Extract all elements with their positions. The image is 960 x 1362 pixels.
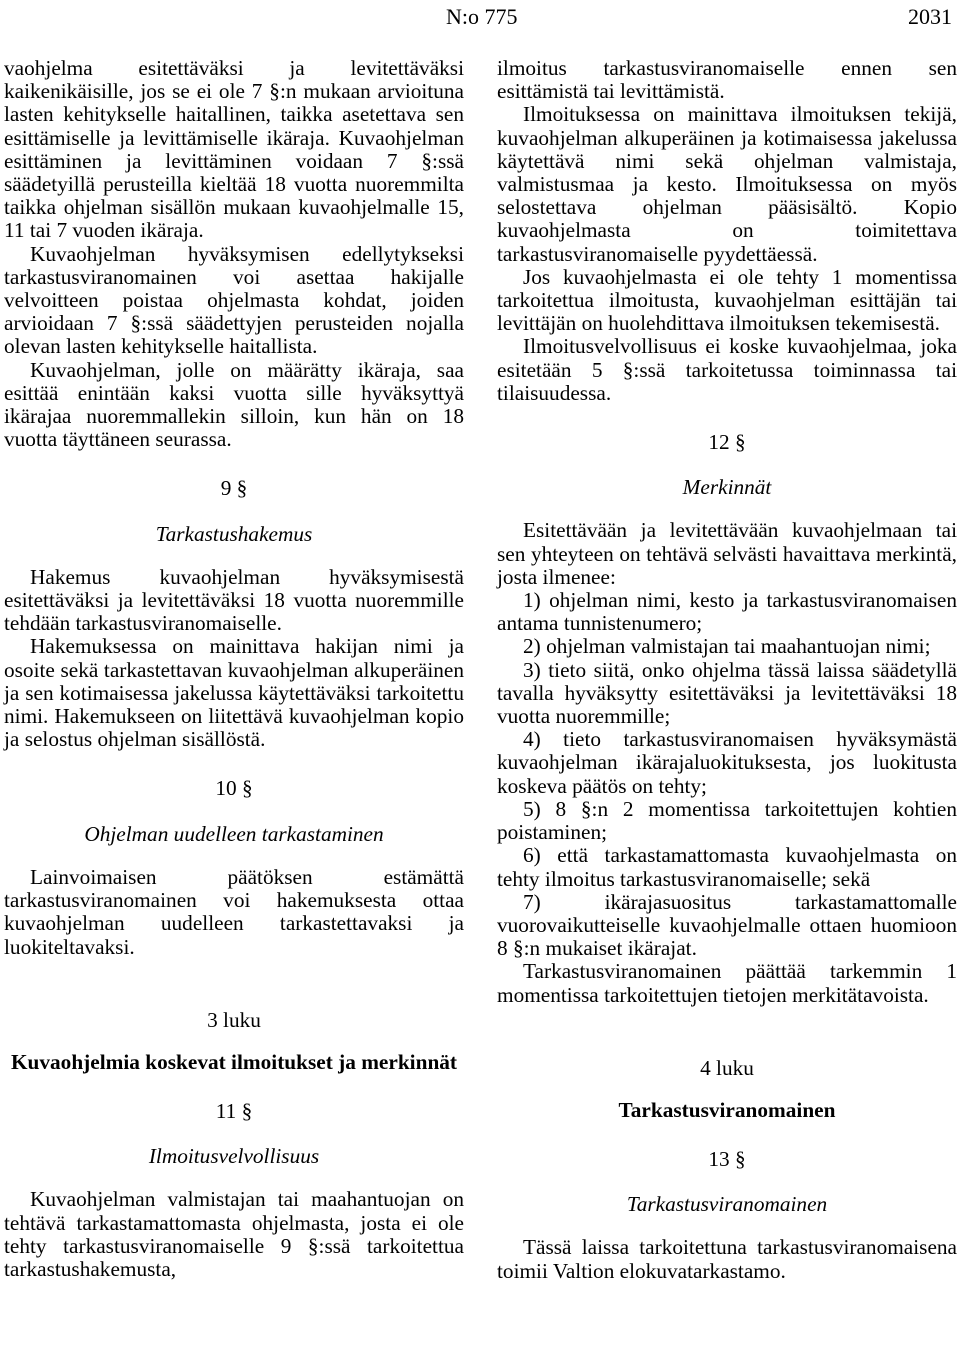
section-title: Ilmoitusvelvollisuus bbox=[148, 1144, 320, 1169]
chapter-title: Kuvaohjelmia koskevat ilmoitukset ja merkinnät bbox=[10, 1049, 458, 1074]
section-number: 10 § bbox=[215, 776, 253, 801]
section-title: Tarkastushakemus bbox=[155, 521, 313, 546]
right-column bbox=[497, 57, 957, 1283]
issue-number: N:o 775 bbox=[446, 4, 518, 29]
paragraph: Ilmoituksessa on mainittava ilmoituksen tekijä, kuvaohjelman alkuperäinen ja kotimaisessa jakelussa käytettävä nimi sekä ohjelman valmistaja, valmistusmaa ja kesto. Ilmoituksessa on myös selostettava ohjelman pääsisältö. Kopio kuvaohjelmasta on toimitettava tarkastusviranomaiselle pyydettäessä. bbox=[497, 102, 957, 266]
left-column bbox=[4, 57, 464, 1281]
section-title: Tarkastusviranomainen bbox=[626, 1192, 828, 1217]
section-title: Ohjelman uudelleen tarkastaminen bbox=[84, 821, 384, 846]
paragraph: Kuvaohjelman, jolle on määrätty ikäraja, saa esittää enintään kaksi vuotta sille hyväksyttyä ikärajaa nuoremmallekin silloin, kun hän on 18 vuotta täyttäneen seurassa. bbox=[4, 357, 464, 452]
paragraph: Tässä laissa tarkoitettuna tarkastusviranomaisena toimii Valtion elokuvatarkastamo. bbox=[497, 1235, 957, 1283]
page-header bbox=[0, 4, 960, 34]
page-number: 2031 bbox=[908, 4, 952, 29]
list-item: 7) ikärajasuositus tarkastamattomalle vuorovaikutteiselle kuvaohjelmalle ottaen huomioon 8 §:n mukaiset ikärajat. bbox=[497, 889, 957, 961]
chapter-number: 4 luku bbox=[700, 1055, 754, 1080]
section-title: Merkinnät bbox=[682, 475, 772, 500]
section-number: 13 § bbox=[708, 1146, 746, 1171]
section-number: 11 § bbox=[215, 1098, 253, 1123]
chapter-title: Tarkastusviranomainen bbox=[618, 1097, 836, 1122]
list-item: 4) tieto tarkastusviranomaisen hyväksymästä kuvaohjelman ikärajaluokituksesta, jos luokitusta koskeva päätös on tehty; bbox=[497, 727, 957, 798]
paragraph: vaohjelma esitettäväksi ja levitettäväksi kaikenikäisille, jos se ei ole 7 §:n mukaan arvioituna lasten kehitykselle haitallinen, taikka asetettava sen esittämiselle ja levittämiselle ikäraja. Kuvaohjelman esittäminen ja levittäminen voidaan 7 §:ssä säädetyillä perusteilla kieltää 18 vuotta nuoremmilta taikka ohjelman sisällön mukaan kuvaohjelmalle 15, 11 tai 7 vuoden ikäraja. bbox=[4, 56, 464, 243]
section-number: 9 § bbox=[220, 476, 248, 501]
paragraph: Kuvaohjelman valmistajan tai maahantuojan on tehtävä tarkastamattomasta ohjelmasta, josta ei ole tehty tarkastusviranomaiselle 9 §:ssä tarkoitettua tarkastushakemusta, bbox=[4, 1187, 464, 1281]
paragraph: Hakemus kuvaohjelman hyväksymisestä esitettäväksi ja levitettäväksi 18 vuotta nuoremmille tehdään tarkastusviranomaiselle. bbox=[4, 564, 464, 636]
section-number: 12 § bbox=[708, 430, 746, 455]
paragraph: Tarkastusviranomainen päättää tarkemmin 1 momentissa tarkoitettujen tietojen merkitätavoista. bbox=[497, 959, 957, 1007]
list-item: 1) ohjelman nimi, kesto ja tarkastusviranomaisen antama tunnistenumero; bbox=[497, 588, 957, 636]
list-item: 3) tieto siitä, onko ohjelma tässä laissa säädetyllä tavalla hyväksytty esitettäväksi ja levitettäväksi 18 vuotta nuoremmille; bbox=[497, 657, 957, 729]
list-item: 2) ohjelman valmistajan tai maahantuojan nimi; bbox=[523, 634, 931, 659]
paragraph: Hakemuksessa on mainittava hakijan nimi ja osoite sekä tarkastettavan kuvaohjelman alkuperäinen ja sen kotimaisessa jakelussa käytettäväksi tarkoitettu nimi. Hakemukseen on liitettävä kuvaohjelman kopio ja selostus ohjelman sisällöstä. bbox=[4, 634, 464, 752]
paragraph: Esitettävään ja levitettävään kuvaohjelmaan tai sen yhteyteen on tehtävä selvästi havaittava merkintä, josta ilmenee: bbox=[497, 518, 957, 589]
paragraph: Kuvaohjelman hyväksymisen edellytykseksi tarkastusviranomainen voi asettaa hakijalle velvoitteen poistaa ohjelmasta kohdat, joiden arvioidaan 7 §:ssä säädettyjen perusteiden nojalla olevan lasten kehitykselle haitallista. bbox=[4, 241, 464, 359]
paragraph: Jos kuvaohjelmasta ei ole tehty 1 momentissa tarkoitettua ilmoitusta, kuvaohjelman esittäjän tai levittäjän on huolehdittava ilmoituksen tekemisestä. bbox=[497, 264, 957, 336]
list-item: 6) että tarkastamattomasta kuvaohjelmasta on tehty ilmoitus tarkastusviranomaiselle; sekä bbox=[497, 843, 957, 891]
list-item: 5) 8 §:n 2 momentissa tarkoitettujen kohtien poistaminen; bbox=[497, 796, 957, 845]
paragraph: Lainvoimaisen päätöksen estämättä tarkastusviranomainen voi hakemuksesta ottaa kuvaohjelman uudelleen tarkastettavaksi ja luokiteltavaksi. bbox=[4, 864, 464, 959]
paragraph: ilmoitus tarkastusviranomaiselle ennen sen esittämistä tai levittämistä. bbox=[497, 56, 957, 104]
paragraph: Ilmoitusvelvollisuus ei koske kuvaohjelmaa, joka esitetään 5 §:ssä tarkoitetussa toiminnassa tai tilaisuudessa. bbox=[497, 334, 957, 405]
chapter-number: 3 luku bbox=[207, 1007, 261, 1032]
